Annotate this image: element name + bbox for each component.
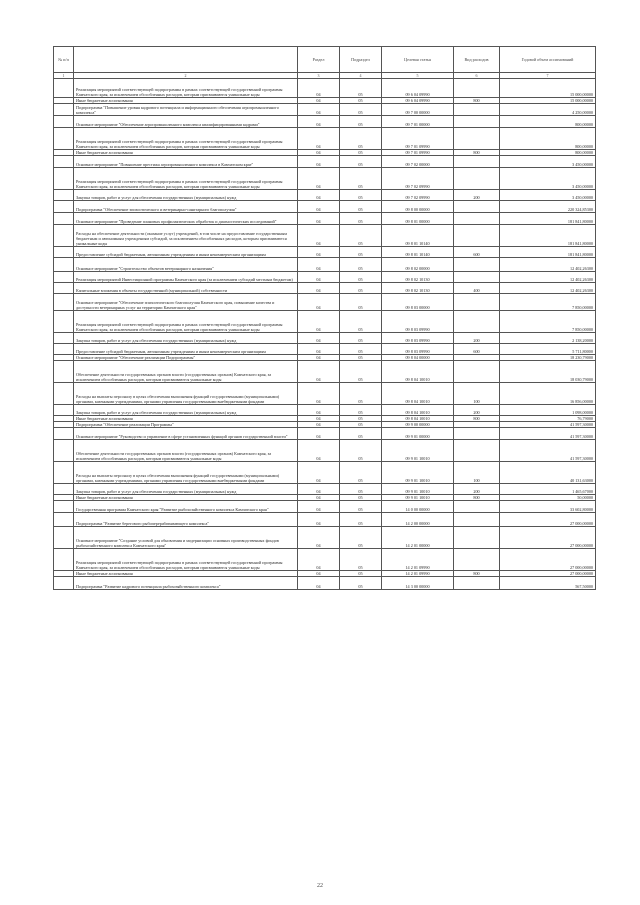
- table-row: [54, 344, 596, 355]
- cell-amount: 3 450,00000: [500, 156, 596, 168]
- cell-exptype: 800: [454, 416, 500, 422]
- cell-target: 09 9 01 10010: [382, 495, 454, 501]
- cell-section: 04: [298, 405, 340, 416]
- cell-subsection: 05: [340, 513, 382, 527]
- col-index: 1: [54, 73, 74, 79]
- cell-target: 09 9 01 10010: [382, 440, 454, 462]
- cell-target: 09 7 02 09990: [382, 168, 454, 190]
- cell-name: Капитальные вложения в объекты государственной (муниципальной) собственности: [74, 283, 298, 294]
- cell-name: Подпрограмма "Обеспечение эпизоотического и ветеринарно-санитарного благополучия": [74, 201, 298, 213]
- cell-exptype: 100: [454, 462, 500, 484]
- cell-target: 14 2 01 09990: [382, 549, 454, 571]
- cell-num: [54, 405, 74, 416]
- cell-section: 04: [298, 440, 340, 462]
- cell-exptype: [454, 258, 500, 272]
- col-index: 3: [298, 73, 340, 79]
- cell-section: 04: [298, 355, 340, 361]
- cell-num: [54, 549, 74, 571]
- cell-target: 09 8 04 10010: [382, 405, 454, 416]
- cell-name: Расходы на выплаты персоналу в целях обеспечения выполнения функций государственными (муниципальными) органами, казенными учреждениями, органами управления государственными внебюджетными фондами: [74, 462, 298, 484]
- cell-section: 04: [298, 577, 340, 590]
- cell-subsection: 05: [340, 168, 382, 190]
- cell-amount: 50,00000: [500, 495, 596, 501]
- cell-exptype: 600: [454, 247, 500, 258]
- cell-subsection: 05: [340, 383, 382, 405]
- cell-target: 09 7 01 09990: [382, 128, 454, 150]
- cell-name: Обеспечение деятельности государственных органов власти (государственных органов) Камчатского края, за исключением обособленных расходов, которым присваиваются уникальные коды: [74, 440, 298, 462]
- cell-num: [54, 190, 74, 201]
- cell-subsection: 05: [340, 361, 382, 383]
- cell-target: 09 9 01 10010: [382, 462, 454, 484]
- table-row: [54, 383, 596, 405]
- cell-section: 04: [298, 128, 340, 150]
- cell-subsection: 05: [340, 150, 382, 156]
- cell-amount: 1 098,00000: [500, 405, 596, 416]
- cell-num: [54, 513, 74, 527]
- cell-section: 04: [298, 79, 340, 98]
- table-row: [54, 79, 596, 98]
- cell-num: [54, 527, 74, 549]
- col-index: 2: [74, 73, 298, 79]
- cell-amount: 41 597,30000: [500, 440, 596, 462]
- cell-amount: 4 250,00000: [500, 104, 596, 116]
- cell-section: 04: [298, 150, 340, 156]
- cell-amount: 27 000,00000: [500, 527, 596, 549]
- cell-exptype: [454, 577, 500, 590]
- cell-name: Иные бюджетные ассигнования: [74, 98, 298, 104]
- cell-num: [54, 428, 74, 440]
- col-header-num: № п/п: [54, 47, 74, 73]
- cell-name: Закупка товаров, работ и услуг для обеспечения государственных (муниципальных) нужд: [74, 405, 298, 416]
- table-row: [54, 258, 596, 272]
- cell-exptype: [454, 201, 500, 213]
- cell-name: Подпрограмма "Обеспечение реализации Программы": [74, 422, 298, 428]
- cell-subsection: 05: [340, 333, 382, 344]
- cell-num: [54, 168, 74, 190]
- cell-exptype: [454, 527, 500, 549]
- cell-amount: 18 030,79000: [500, 361, 596, 383]
- col-index: 4: [340, 73, 382, 79]
- cell-subsection: 05: [340, 422, 382, 428]
- cell-target: 09 7 01 00000: [382, 116, 454, 128]
- cell-exptype: [454, 79, 500, 98]
- cell-amount: 33 602,80000: [500, 501, 596, 513]
- cell-name: Реализация мероприятий соответствующей подпрограммы в рамках соответствующей государственной программы Камчатского края, за исключением обособленных расходов, которым присваиваются уникальные коды: [74, 549, 298, 571]
- cell-name: Основное мероприятие "Проведение плановых профилактических обработок и диагностических исследований": [74, 213, 298, 225]
- cell-section: 04: [298, 258, 340, 272]
- cell-amount: 800,00000: [500, 116, 596, 128]
- cell-target: 09 8 04 10010: [382, 416, 454, 422]
- cell-amount: 181 841,80000: [500, 247, 596, 258]
- cell-section: 04: [298, 462, 340, 484]
- table-row: [54, 462, 596, 484]
- cell-target: 09 7 00 00000: [382, 104, 454, 116]
- cell-target: 09 8 02 10130: [382, 272, 454, 283]
- cell-name: Реализация мероприятий соответствующей подпрограммы в рамках соответствующей государственной программы Камчатского края, за исключением обособленных расходов, которым присваиваются уникальные коды: [74, 128, 298, 150]
- cell-num: [54, 283, 74, 294]
- cell-name: Основное мероприятие "Обеспечение реализации Подпрограммы": [74, 355, 298, 361]
- cell-exptype: 800: [454, 150, 500, 156]
- cell-section: 04: [298, 225, 340, 247]
- table-row: [54, 247, 596, 258]
- cell-target: 14 0 00 00000: [382, 501, 454, 513]
- cell-exptype: 200: [454, 190, 500, 201]
- col-header-section: Раздел: [298, 47, 340, 73]
- cell-subsection: 05: [340, 440, 382, 462]
- cell-amount: 181 841,80000: [500, 213, 596, 225]
- cell-target: 09 7 02 00000: [382, 156, 454, 168]
- cell-name: Обеспечение деятельности государственных органов власти (государственных органов) Камчатского края, за исключением обособленных расходов, которым присваиваются уникальные коды: [74, 361, 298, 383]
- cell-target: 14 3 00 00000: [382, 577, 454, 590]
- cell-exptype: 200: [454, 333, 500, 344]
- cell-num: [54, 333, 74, 344]
- cell-exptype: [454, 501, 500, 513]
- cell-num: [54, 577, 74, 590]
- cell-name: Закупка товаров, работ и услуг для обеспечения государственных (муниципальных) нужд: [74, 190, 298, 201]
- cell-amount: 181 841,80000: [500, 225, 596, 247]
- cell-section: 04: [298, 484, 340, 495]
- cell-subsection: 05: [340, 311, 382, 333]
- cell-amount: 15 000,00000: [500, 79, 596, 98]
- cell-name: Основное мероприятие "Обеспечение эпизоотического благополучия Камчатского края, повышение качества и доступности ветеринарных услуг на территории Камчатского края": [74, 294, 298, 311]
- cell-exptype: [454, 549, 500, 571]
- cell-name: Иные бюджетные ассигнования: [74, 571, 298, 577]
- table-row: [54, 116, 596, 128]
- cell-subsection: 05: [340, 258, 382, 272]
- cell-num: [54, 116, 74, 128]
- table-row: [54, 190, 596, 201]
- table-row: [54, 201, 596, 213]
- cell-subsection: 05: [340, 190, 382, 201]
- col-index: 7: [500, 73, 596, 79]
- cell-subsection: 05: [340, 201, 382, 213]
- cell-subsection: 05: [340, 272, 382, 283]
- table-row: [54, 294, 596, 311]
- cell-exptype: [454, 440, 500, 462]
- cell-section: 04: [298, 422, 340, 428]
- table-row: [54, 156, 596, 168]
- cell-amount: 27 000,00000: [500, 571, 596, 577]
- cell-target: 09 9 01 00000: [382, 428, 454, 440]
- table-row: [54, 225, 596, 247]
- cell-name: Основное мероприятие "Руководство и управление в сфере установленных функций органов государственной власти": [74, 428, 298, 440]
- cell-name: Иные бюджетные ассигнования: [74, 150, 298, 156]
- cell-subsection: 05: [340, 571, 382, 577]
- col-index: 6: [454, 73, 500, 79]
- cell-target: 09 8 02 10130: [382, 283, 454, 294]
- cell-amount: 41 597,30000: [500, 422, 596, 428]
- cell-target: 09 8 00 00000: [382, 201, 454, 213]
- cell-name: Основное мероприятие "Создание условий для обновления и модернизации основных производственных фондов рыбохозяйственного комплекса Камчатского края": [74, 527, 298, 549]
- table-row: [54, 104, 596, 116]
- col-header-target: Целевая статья: [382, 47, 454, 73]
- cell-target: 14 2 00 00000: [382, 513, 454, 527]
- cell-amount: 12 402,26300: [500, 283, 596, 294]
- cell-amount: 5 711,80000: [500, 344, 596, 355]
- cell-section: 04: [298, 272, 340, 283]
- cell-amount: 12 402,26300: [500, 258, 596, 272]
- cell-amount: 2 138,20000: [500, 333, 596, 344]
- cell-section: 04: [298, 213, 340, 225]
- cell-num: [54, 344, 74, 355]
- col-header-name: [74, 47, 298, 73]
- cell-amount: 18 230,79000: [500, 355, 596, 361]
- table-row: [54, 168, 596, 190]
- cell-amount: 12 402,26300: [500, 272, 596, 283]
- cell-name: Предоставление субсидий бюджетным, автономным учреждениям и иным некоммерческим организациям: [74, 247, 298, 258]
- cell-num: [54, 225, 74, 247]
- cell-amount: 76,79000: [500, 416, 596, 422]
- cell-section: 04: [298, 361, 340, 383]
- cell-amount: 41 597,30000: [500, 428, 596, 440]
- cell-name: Закупка товаров, работ и услуг для обеспечения государственных (муниципальных) нужд: [74, 333, 298, 344]
- table-row: [54, 501, 596, 513]
- cell-exptype: 200: [454, 405, 500, 416]
- cell-subsection: 05: [340, 549, 382, 571]
- cell-num: [54, 311, 74, 333]
- cell-subsection: 05: [340, 344, 382, 355]
- table-body: [54, 79, 596, 590]
- cell-target: 09 8 04 10010: [382, 361, 454, 383]
- table-row: [54, 283, 596, 294]
- cell-subsection: 05: [340, 294, 382, 311]
- cell-target: 09 8 02 00000: [382, 258, 454, 272]
- cell-amount: 7 850,00000: [500, 311, 596, 333]
- cell-section: 04: [298, 344, 340, 355]
- cell-amount: 27 000,00000: [500, 549, 596, 571]
- cell-subsection: 05: [340, 355, 382, 361]
- cell-num: [54, 213, 74, 225]
- cell-section: 04: [298, 156, 340, 168]
- cell-amount: 1 465,67000: [500, 484, 596, 495]
- cell-section: 04: [298, 416, 340, 422]
- cell-num: [54, 383, 74, 405]
- cell-section: 04: [298, 247, 340, 258]
- cell-subsection: 05: [340, 79, 382, 98]
- cell-target: 09 6 04 09990: [382, 79, 454, 98]
- cell-num: [54, 156, 74, 168]
- cell-name: Реализация мероприятий соответствующей подпрограммы в рамках соответствующей государственной программы Камчатского края, за исключением обособленных расходов, которым присваиваются уникальные коды: [74, 311, 298, 333]
- cell-subsection: 05: [340, 462, 382, 484]
- cell-num: [54, 201, 74, 213]
- cell-exptype: [454, 116, 500, 128]
- cell-amount: 800,00000: [500, 150, 596, 156]
- table-row: [54, 333, 596, 344]
- cell-num: [54, 79, 74, 98]
- cell-target: 09 7 01 09990: [382, 150, 454, 156]
- cell-section: 04: [298, 311, 340, 333]
- cell-num: [54, 462, 74, 484]
- table-row: [54, 527, 596, 549]
- cell-section: 04: [298, 98, 340, 104]
- cell-target: 09 9 01 10010: [382, 484, 454, 495]
- cell-section: 04: [298, 571, 340, 577]
- cell-num: [54, 484, 74, 495]
- cell-name: Основное мероприятие "Строительство объектов ветеринарного назначения": [74, 258, 298, 272]
- cell-subsection: 05: [340, 98, 382, 104]
- table-header-row: [54, 47, 596, 73]
- cell-target: 09 8 03 09990: [382, 333, 454, 344]
- cell-target: 09 8 04 10010: [382, 383, 454, 405]
- table-row: [54, 311, 596, 333]
- page-number: 22: [317, 883, 323, 889]
- cell-exptype: [454, 213, 500, 225]
- cell-exptype: 100: [454, 383, 500, 405]
- cell-amount: 15 000,00000: [500, 98, 596, 104]
- cell-num: [54, 440, 74, 462]
- cell-subsection: 05: [340, 247, 382, 258]
- cell-exptype: 800: [454, 571, 500, 577]
- cell-num: [54, 247, 74, 258]
- table-row: [54, 549, 596, 571]
- cell-subsection: 05: [340, 225, 382, 247]
- cell-amount: 40 131,63000: [500, 462, 596, 484]
- cell-num: [54, 128, 74, 150]
- cell-name: Основное мероприятие "Повышение престижа агропромышленного комплекса в Камчатском крае": [74, 156, 298, 168]
- cell-name: Подпрограмма "Развитие берегового рыбоперерабатывающего комплекса": [74, 513, 298, 527]
- cell-name: Реализация мероприятий Инвестиционной программы Камчатского края (за исключением субсидий местным бюджетам): [74, 272, 298, 283]
- cell-subsection: 05: [340, 495, 382, 501]
- cell-exptype: [454, 361, 500, 383]
- cell-exptype: [454, 272, 500, 283]
- cell-name: Реализация мероприятий соответствующей подпрограммы в рамках соответствующей государственной программы Камчатского края, за исключением обособленных расходов, которым присваиваются уникальные коды: [74, 168, 298, 190]
- cell-num: [54, 501, 74, 513]
- cell-num: [54, 258, 74, 272]
- cell-target: 14 2 01 09990: [382, 571, 454, 577]
- cell-section: 04: [298, 116, 340, 128]
- cell-target: 09 8 03 00000: [382, 294, 454, 311]
- cell-target: 09 8 01 10140: [382, 247, 454, 258]
- cell-name: Закупка товаров, работ и услуг для обеспечения государственных (муниципальных) нужд: [74, 484, 298, 495]
- col-header-exptype: Вид расходов: [454, 47, 500, 73]
- cell-name: Основное мероприятие "Обеспечение агропромышленного комплекса квалифицированными кадрами": [74, 116, 298, 128]
- cell-name: Государственная программа Камчатского края "Развитие рыбохозяйственного комплекса Камчатского края": [74, 501, 298, 513]
- cell-amount: 27 000,00000: [500, 513, 596, 527]
- cell-amount: 7 850,00000: [500, 294, 596, 311]
- cell-exptype: [454, 225, 500, 247]
- table-row: [54, 361, 596, 383]
- cell-exptype: [454, 294, 500, 311]
- cell-target: 14 2 01 00000: [382, 527, 454, 549]
- cell-subsection: 05: [340, 577, 382, 590]
- cell-amount: 800,00000: [500, 128, 596, 150]
- cell-subsection: 05: [340, 527, 382, 549]
- cell-amount: 3 450,00000: [500, 168, 596, 190]
- cell-subsection: 05: [340, 501, 382, 513]
- cell-subsection: 05: [340, 213, 382, 225]
- cell-target: 09 8 04 00000: [382, 355, 454, 361]
- cell-section: 04: [298, 527, 340, 549]
- cell-section: 04: [298, 201, 340, 213]
- cell-target: 09 8 03 09990: [382, 311, 454, 333]
- cell-section: 04: [298, 283, 340, 294]
- table-row: [54, 428, 596, 440]
- cell-section: 04: [298, 513, 340, 527]
- cell-subsection: 05: [340, 128, 382, 150]
- cell-name: Предоставление субсидий бюджетным, автономным учреждениям и иным некоммерческим организациям: [74, 344, 298, 355]
- table-row: [54, 272, 596, 283]
- cell-exptype: [454, 104, 500, 116]
- cell-num: [54, 294, 74, 311]
- cell-exptype: [454, 128, 500, 150]
- cell-target: 09 8 03 09990: [382, 344, 454, 355]
- col-header-amount: Годовой объем ассигнований: [500, 47, 596, 73]
- cell-amount: 567,50000: [500, 577, 596, 590]
- cell-target: 09 8 01 00000: [382, 213, 454, 225]
- cell-subsection: 05: [340, 283, 382, 294]
- cell-section: 04: [298, 428, 340, 440]
- cell-exptype: [454, 168, 500, 190]
- cell-subsection: 05: [340, 428, 382, 440]
- cell-subsection: 05: [340, 484, 382, 495]
- cell-subsection: 05: [340, 405, 382, 416]
- cell-name: Реализация мероприятий соответствующей подпрограммы в рамках соответствующей государственной программы Камчатского края, за исключением обособленных расходов, которым присваиваются уникальные коды: [74, 79, 298, 98]
- cell-name: Расходы на выплаты персоналу в целях обеспечения выполнения функций государственными (муниципальными) органами, казенными учреждениями, органами управления государственными внебюджетными фондами: [74, 383, 298, 405]
- cell-name: Иные бюджетные ассигнования: [74, 416, 298, 422]
- col-header-subsection: Подраздел: [340, 47, 382, 73]
- table-row: [54, 405, 596, 416]
- cell-exptype: 400: [454, 283, 500, 294]
- cell-section: 04: [298, 190, 340, 201]
- cell-amount: 16 856,00000: [500, 383, 596, 405]
- cell-amount: 220 324,85300: [500, 201, 596, 213]
- cell-num: [54, 104, 74, 116]
- cell-subsection: 05: [340, 116, 382, 128]
- cell-target: 09 7 02 09990: [382, 190, 454, 201]
- cell-section: 04: [298, 104, 340, 116]
- cell-section: 04: [298, 383, 340, 405]
- table-row: [54, 440, 596, 462]
- table-row: [54, 577, 596, 590]
- cell-name: Расходы на обеспечение деятельности (оказание услуг) учреждений, в том числе на предоставление государственным бюджетным и автономным учреждениям субсидий, за исключением обособленных расходов, которым присваиваются уникальные коды: [74, 225, 298, 247]
- cell-num: [54, 272, 74, 283]
- cell-exptype: 200: [454, 484, 500, 495]
- budget-table: [53, 46, 596, 590]
- cell-section: 04: [298, 549, 340, 571]
- cell-exptype: 600: [454, 344, 500, 355]
- table-row: [54, 213, 596, 225]
- cell-subsection: 05: [340, 416, 382, 422]
- cell-name: Подпрограмма "Развитие кадрового потенциала рыбохозяйственного комплекса": [74, 577, 298, 590]
- table-row: [54, 128, 596, 150]
- cell-exptype: [454, 428, 500, 440]
- cell-exptype: [454, 513, 500, 527]
- cell-subsection: 05: [340, 104, 382, 116]
- cell-amount: 3 450,00000: [500, 190, 596, 201]
- col-index: 5: [382, 73, 454, 79]
- cell-section: 04: [298, 333, 340, 344]
- table-row: [54, 484, 596, 495]
- cell-name: Подпрограмма "Повышение уровня кадрового потенциала и информационного обеспечения агропромышленного комплекса": [74, 104, 298, 116]
- cell-target: 09 6 04 09990: [382, 98, 454, 104]
- cell-exptype: 800: [454, 495, 500, 501]
- cell-section: 04: [298, 294, 340, 311]
- cell-num: [54, 361, 74, 383]
- table-row: [54, 513, 596, 527]
- cell-target: 09 8 01 10140: [382, 225, 454, 247]
- cell-exptype: 800: [454, 98, 500, 104]
- cell-subsection: 05: [340, 156, 382, 168]
- cell-exptype: [454, 311, 500, 333]
- cell-section: 04: [298, 168, 340, 190]
- cell-exptype: [454, 156, 500, 168]
- cell-section: 04: [298, 501, 340, 513]
- cell-target: 09 9 00 00000: [382, 422, 454, 428]
- cell-name: Иные бюджетные ассигнования: [74, 495, 298, 501]
- cell-section: 04: [298, 495, 340, 501]
